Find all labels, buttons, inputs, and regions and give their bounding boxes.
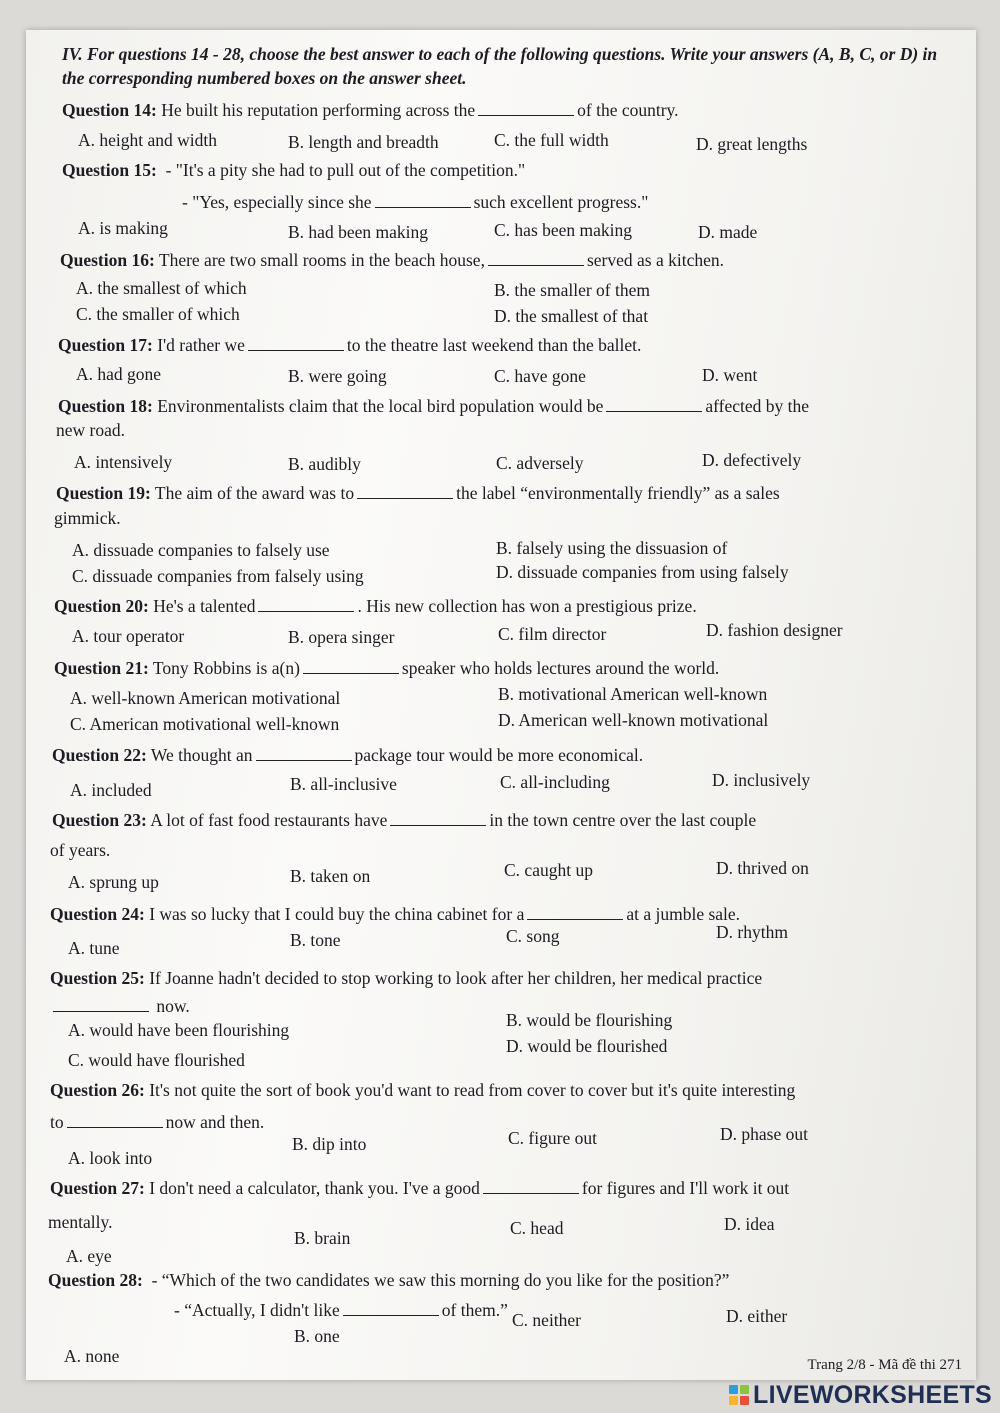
question-text: of the country. [577,100,679,120]
question-text: at a jumble sale. [626,904,741,924]
option-d: D. defectively [702,450,802,470]
question-text: in the town centre over the last couple [489,810,757,830]
question-label: Question 17: [58,335,153,355]
question-text: affected by the [705,396,809,416]
option-c: C. have gone [494,366,586,386]
question-text: now and then. [165,1112,265,1132]
question-text: such excellent progress." [473,192,649,212]
question-text: package tour would be more economical. [354,745,644,765]
brand-name: LIVEWORKSHEETS [753,1380,992,1409]
option-d: D. inclusively [712,770,811,790]
question-text: I'd rather we [157,335,245,355]
option-a: A. intensively [74,452,173,472]
option-c: C. all-including [500,772,610,792]
option-a: A. included [70,780,152,800]
answer-blank [248,336,344,351]
question-24 [50,904,740,925]
question-18 [58,396,809,417]
question-text: We thought an [150,745,253,765]
option-b: B. were going [288,366,387,386]
question-21 [54,658,719,679]
question-text: It's not quite the sort of book you'd want to read from cover to cover but it's quite interesting [149,1080,796,1100]
question-text: The aim of the award was to [154,483,355,503]
option-c: C. dissuade companies from falsely using [72,566,364,586]
option-b: B. dip into [292,1134,367,1154]
option-a: A. height and width [78,130,218,150]
option-d: D. either [726,1306,788,1326]
option-c: C. adversely [496,453,584,473]
option-d: D. the smallest of that [494,306,649,326]
question-25 [50,968,762,989]
question-continuation [50,996,190,1017]
option-a: A. had gone [76,364,162,384]
question-text: - “Which of the two candidates we saw this morning do you like for the position?” [151,1270,730,1290]
question-19 [56,483,780,504]
option-d: D. great lengths [696,134,808,154]
option-d: D. fashion designer [706,620,843,640]
question-text: Tony Robbins is a(n) [152,658,300,678]
option-c: C. film director [498,624,607,644]
question-label: Question 15: [62,160,157,180]
option-d: D. would be flourished [506,1036,668,1056]
question-text: If Joanne hadn't decided to stop working to look after her children, her medical practice [149,968,763,988]
option-b: B. had been making [288,222,428,242]
option-c: C. song [506,926,560,946]
question-text: He built his reputation performing across the [161,100,476,120]
question-label: Question 25: [50,968,145,988]
option-b: B. audibly [288,454,361,474]
question-27 [50,1178,789,1199]
question-label: Question 24: [50,904,145,924]
option-d: D. idea [724,1214,775,1234]
question-15-reply [182,192,648,213]
liveworksheets-logo [729,1381,992,1409]
question-text: A lot of fast food restaurants have [150,810,388,830]
answer-blank [303,659,399,674]
option-d: D. American well-known motivational [498,710,769,730]
question-text: - "It's a pity she had to pull out of the competition." [165,160,526,180]
option-c: C. the smaller of which [76,304,240,324]
page-footer: Trang 2/8 - Mã đề thi 271 [807,1357,962,1373]
option-a: A. tune [68,938,120,958]
option-a: A. tour operator [72,626,185,646]
option-b: B. the smaller of them [494,280,651,300]
option-a: A. none [64,1346,120,1366]
option-b: B. would be flourishing [506,1010,673,1030]
option-c: C. figure out [508,1128,597,1148]
answer-blank [390,811,486,826]
logo-icon [729,1385,749,1405]
section-instructions: IV. For questions 14 - 28, choose the best answer to each of the following questions. Write your answers (A, B, C, or D) in the corresponding numbered boxes on the answer sheet. [62,44,938,88]
option-d: D. phase out [720,1124,808,1144]
question-23 [52,810,756,831]
question-text: to the theatre last weekend than the ballet. [346,335,642,355]
option-d: D. thrived on [716,858,809,878]
question-label: Question 26: [50,1080,145,1100]
option-c: C. neither [512,1310,582,1330]
question-text: for figures and I'll work it out [581,1178,790,1198]
answer-blank [357,484,453,499]
option-d: D. made [698,222,758,242]
answer-blank [606,397,702,412]
option-b: B. length and breadth [288,132,439,152]
question-text: I was so lucky that I could buy the china cabinet for a [149,904,525,924]
option-c: C. would have flourished [68,1050,245,1070]
option-b: B. taken on [290,866,371,886]
question-text: Environmentalists claim that the local bird population would be [157,396,604,416]
answer-blank [483,1179,579,1194]
answer-blank [256,746,352,761]
question-text: I don't need a calculator, thank you. I've a good [149,1178,480,1198]
option-a: A. sprung up [68,872,159,892]
question-text: speaker who holds lectures around the world. [401,658,720,678]
question-continuation: mentally. [48,1212,113,1232]
option-b: B. brain [294,1228,351,1248]
question-text: now. [156,996,190,1016]
question-label: Question 27: [50,1178,145,1198]
question-14 [62,100,679,121]
question-label: Question 22: [52,745,147,765]
option-d: D. went [702,365,758,385]
option-a: A. dissuade companies to falsely use [72,540,330,560]
option-a: A. would have been flourishing [68,1020,290,1040]
question-20 [54,596,697,617]
question-continuation: new road. [56,420,126,440]
question-text: of them.” [441,1300,508,1320]
question-text: - "Yes, especially since she [182,192,372,212]
option-c: C. has been making [494,220,633,240]
question-label: Question 28: [48,1270,143,1290]
answer-blank [53,997,149,1012]
option-a: A. eye [66,1246,112,1266]
question-label: Question 18: [58,396,153,416]
question-22 [52,745,643,766]
answer-blank [527,905,623,920]
question-28 [48,1270,729,1291]
question-text: to [50,1112,64,1132]
answer-blank [478,101,574,116]
option-d: D. dissuade companies from using falsely [496,562,789,582]
question-continuation: gimmick. [54,508,121,528]
option-b: B. one [294,1326,340,1346]
question-text: - “Actually, I didn't like [174,1300,340,1320]
option-a: A. is making [78,218,168,238]
answer-blank [488,251,584,266]
option-b: B. all-inclusive [290,774,397,794]
option-b: B. tone [290,930,341,950]
option-d: D. rhythm [716,922,788,942]
option-a: A. the smallest of which [76,278,247,298]
answer-blank [258,597,354,612]
question-text: the label “environmentally friendly” as a sales [456,483,780,503]
question-text: served as a kitchen. [586,250,724,270]
question-16 [60,250,724,271]
question-continuation [50,1112,264,1133]
option-b: B. falsely using the dissuasion of [496,538,728,558]
option-a: A. look into [68,1148,153,1168]
option-c: C. caught up [504,860,593,880]
question-17 [58,335,641,356]
question-text: . His new collection has won a prestigious prize. [357,596,697,616]
question-label: Question 19: [56,483,151,503]
answer-blank [67,1113,163,1128]
question-label: Question 23: [52,810,147,830]
option-a: A. well-known American motivational [70,688,341,708]
answer-blank [343,1301,439,1316]
question-text: There are two small rooms in the beach house, [158,250,485,270]
question-15 [62,160,525,181]
question-26 [50,1080,795,1101]
option-c: C. American motivational well-known [70,714,340,734]
question-continuation: of years. [50,840,111,860]
option-b: B. opera singer [288,627,395,647]
question-label: Question 14: [62,100,157,120]
option-c: C. head [510,1218,564,1238]
question-28-reply [174,1300,508,1321]
question-label: Question 21: [54,658,149,678]
option-b: B. motivational American well-known [498,684,768,704]
question-label: Question 16: [60,250,155,270]
answer-blank [375,193,471,208]
question-label: Question 20: [54,596,149,616]
option-c: C. the full width [494,130,609,150]
question-text: He's a talented [153,596,256,616]
exam-page [26,30,976,1380]
